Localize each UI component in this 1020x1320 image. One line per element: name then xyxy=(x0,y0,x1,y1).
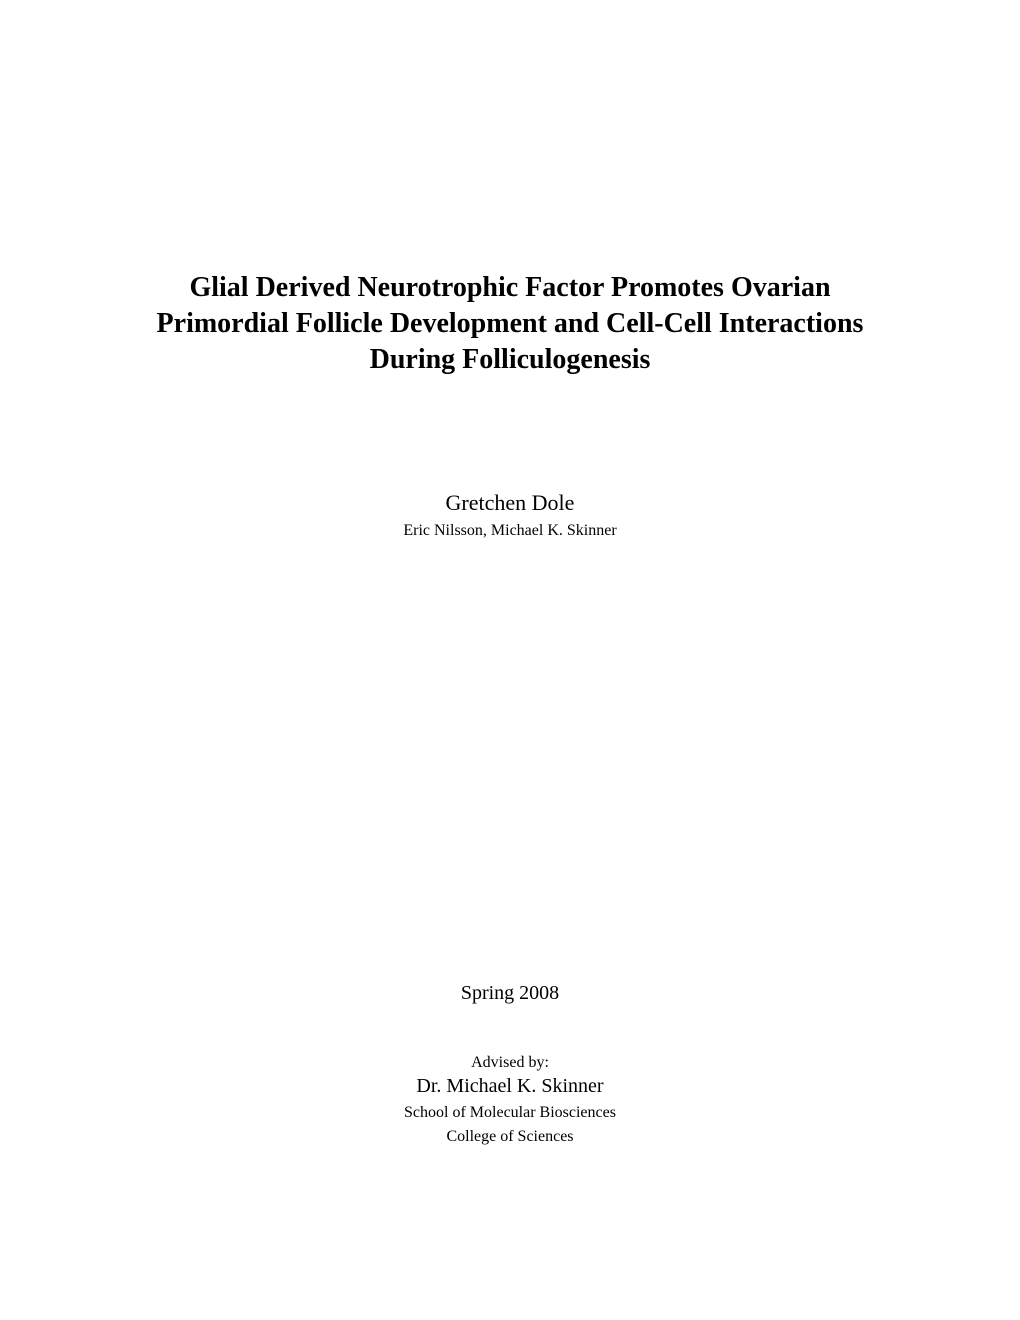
coauthors: Eric Nilsson, Michael K. Skinner xyxy=(403,522,617,539)
publication-date: Spring 2008 xyxy=(460,982,560,1004)
advisor-college: College of Sciences xyxy=(446,1128,574,1145)
document-title xyxy=(0,270,1020,378)
author-name: Gretchen Dole xyxy=(445,490,575,515)
title-line-3: During Folliculogenesis xyxy=(369,344,651,375)
title-line-2: Primordial Follicle Development and Cell-Cell Interactions xyxy=(156,308,864,339)
title-line-1: Glial Derived Neurotrophic Factor Promotes Ovarian xyxy=(189,272,831,303)
advisor-name: Dr. Michael K. Skinner xyxy=(416,1075,604,1097)
advisor-school: School of Molecular Biosciences xyxy=(404,1104,616,1121)
advised-by-label: Advised by: xyxy=(471,1054,549,1071)
